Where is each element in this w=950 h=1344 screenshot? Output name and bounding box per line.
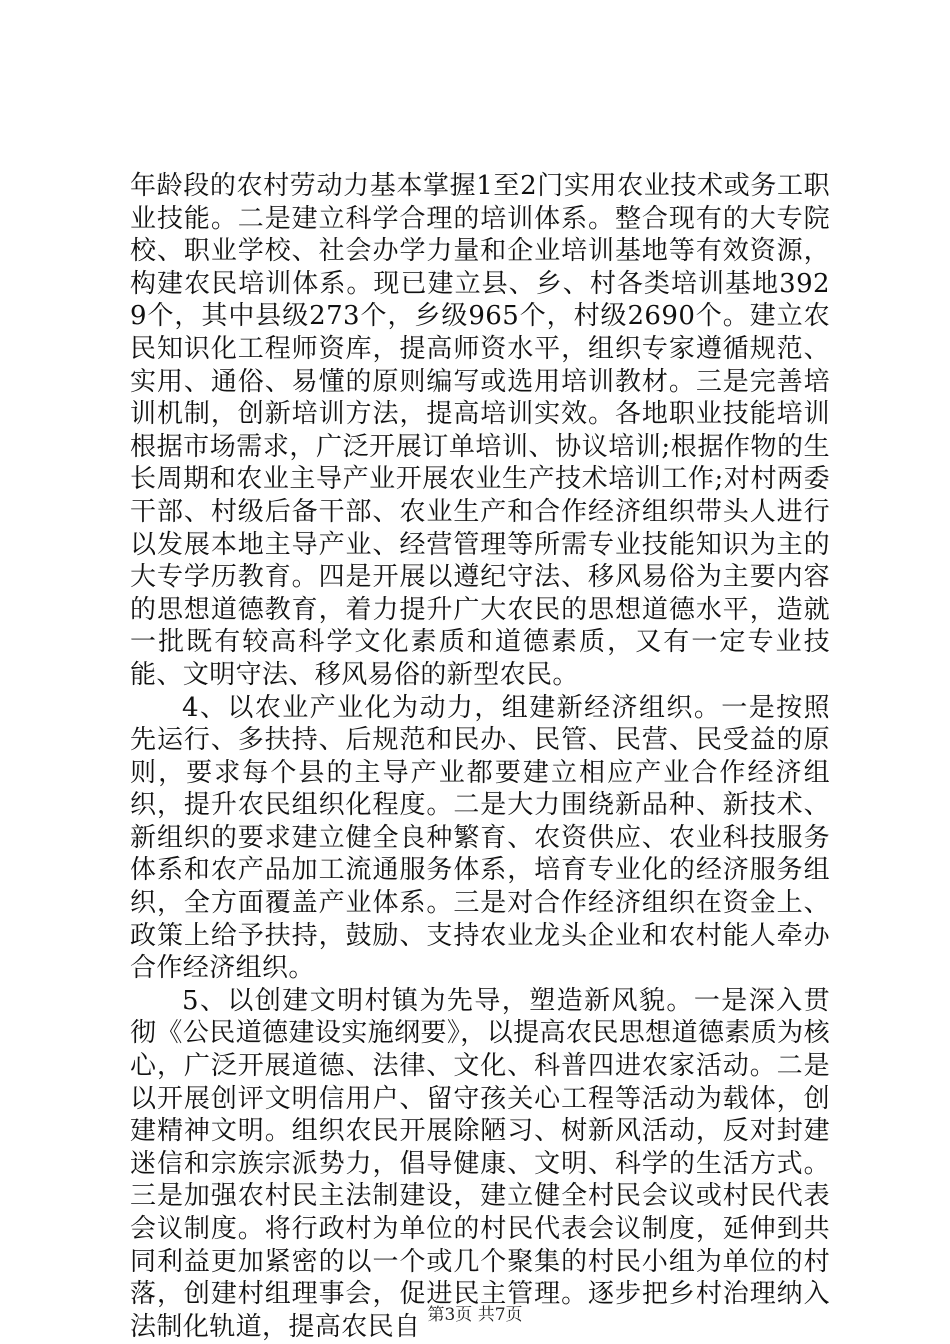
document-body [130,170,830,1343]
paragraph-3: 5、以创建文明村镇为先导，塑造新风貌。一是深入贯彻《公民道德建设实施纲要》，以提高农民思想道德素质为核心，广泛开展道德、法律、文化、科普四进农家活动。二是以开展创评文明信用户、留守孩关心工程等活动为载体，创建精神文明。组织农民开展除陋习、树新风活动，反对封建迷信和宗族宗派势力，倡导健康、文明、科学的生活方式。三是加强农村民主法制建设，建立健全村民会议或村民代表会议制度。将行政村为单位的村民代表会议制度，延伸到共同利益更加紧密的以一个或几个聚集的村民小组为单位的村落，创建村组理事会，促进民主管理。逐步把乡村治理纳入法制化轨道，提高农民自 [130,985,830,1342]
paragraph-1: 年龄段的农村劳动力基本掌握1至2门实用农业技术或务工职业技能。二是建立科学合理的培训体系。整合现有的大专院校、职业学校、社会办学力量和企业培训基地等有效资源，构建农民培训体系。现已建立县、乡、村各类培训基地3929个，其中县级273个，乡级965个，村级2690个。建立农民知识化工程师资库，提高师资水平，组织专家遵循规范、实用、通俗、易懂的原则编写或选用培训教材。三是完善培训机制，创新培训方法，提高培训实效。各地职业技能培训根据市场需求，广泛开展订单培训、协议培训;根据作物的生长周期和农业主导产业开展农业生产技术培训工作;对村两委干部、村级后备干部、农业生产和合作经济组织带头人进行以发展本地主导产业、经营管理等所需专业技能知识为主的大专学历教育。四是开展以遵纪守法、移风易俗为主要内容的思想道德教育，着力提升广大农民的思想道德水平，造就一批既有较高科学文化素质和道德素质，又有一定专业技能、文明守法、移风易俗的新型农民。 [130,171,830,690]
paragraph-2: 4、以农业产业化为动力，组建新经济组织。一是按照先运行、多扶持、后规范和民办、民管、民营、民受益的原则，要求每个县的主导产业都要建立相应产业合作经济组织，提升农民组织化程度。二是大力围绕新品种、新技术、新组织的要求建立健全良种繁育、农资供应、农业科技服务体系和农产品加工流通服务体系，培育专业化的经济服务组织，全方面覆盖产业体系。三是对合作经济组织在资金上、政策上给予扶持，鼓励、支持农业龙头企业和农村能人牵办合作经济组织。 [130,692,830,984]
page-footer: 第3页 共7页 [427,1305,523,1325]
